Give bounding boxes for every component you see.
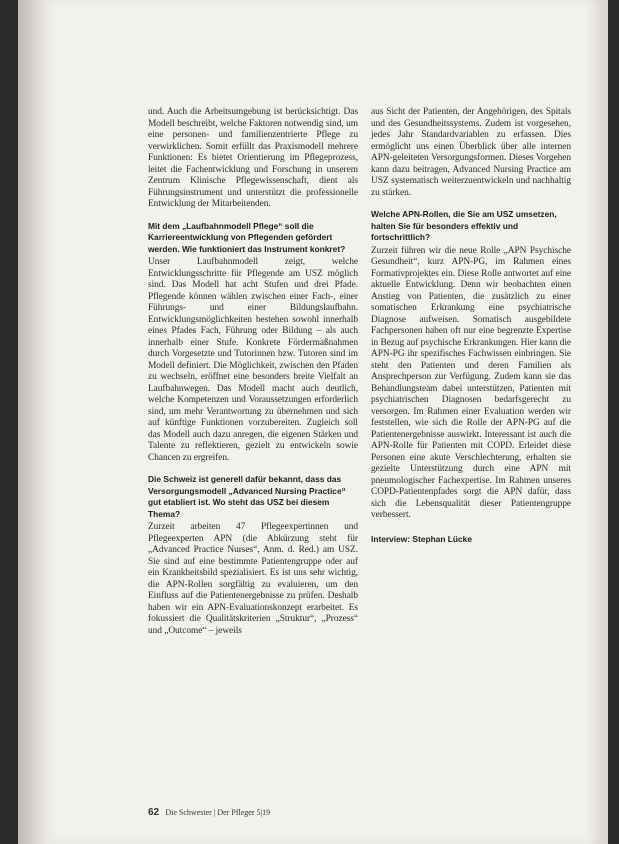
interview-credit: Interview: Stephan Lücke <box>371 533 472 544</box>
paragraph: und. Auch die Arbeitsumgebung ist berücksichtigt. Das Modell beschreibt, welche Faktoren notwendig sind, um eine personen- und familienzentrierte Pflege zu verwirklichen. Somit erfüllt das Praxismodell mehrere Funktionen: Es bietet Orientierung im Pflegeprozess, leitet die Fachentwicklung und Forschung in unserem Zentrum Klinische Pflegewissenschaft, dient als Führungsinstrument und unterstützt die professionelle Entwicklung der Mitarbeitenden. <box>148 107 358 209</box>
page-number: 62 <box>148 807 160 818</box>
page-footer <box>148 807 270 818</box>
interview-question: Die Schweiz ist generell dafür bekannt, dass das Versorgungsmodell „Advanced Nursing Practice“ gut etabliert ist. Wo steht das USZ bei diesem Thema? <box>148 474 346 519</box>
paragraph: aus Sicht der Patienten, der Angehörigen, des Spitals und des Gesundheitssystems. Zudem ist vorgesehen, jedes Jahr Standardvariablen zu erfassen. Dies ermöglicht uns einen Überblick über alle internen APN-geleiteten Versorgungsformen. Dieses Vorgehen kann dazu beitragen, Advanced Nursing Practice am USZ systematisch weiterzuentwickeln und nachhaltig zu stärken. <box>371 107 571 198</box>
paragraph: Zurzeit arbeiten 47 Pflegeexpertinnen und Pflegeexperten APN (die Abkürzung steht für „Advanced Practice Nurses“, Anm. d. Red.) am USZ. Sie sind auf eine bestimmte Patientengruppe oder auf ein Krankheitsbild spezialisiert. Es ist uns sehr wichtig, die APN-Rollen sorgfältig zu evaluieren, um den Einfluss auf die Patientenergebnisse zu prüfen. Deshalb haben wir ein APN-Evaluationskonzept erarbeitet. Es fokussiert die Qualitätskriterien „Struktur“, „Prozess“ und „Outcome“ – jeweils <box>148 522 358 636</box>
page-edge-shadow <box>586 0 608 844</box>
interview-question: Mit dem „Laufbahnmodell Pflege“ soll die Karriereentwicklung von Pflegenden gefördert werden. Wie funktioniert das Instrument konkret? <box>148 220 346 254</box>
page-binding-shadow <box>18 0 58 844</box>
magazine-issue: Die Schwester | Der Pfleger 5|19 <box>165 808 271 817</box>
right-column <box>371 107 571 544</box>
magazine-page <box>18 0 608 844</box>
left-column <box>148 107 358 641</box>
paragraph: Zurzeit führen wir die neue Rolle „APN Psychische Gesundheit“, kurz APN-PG, im Rahmen eines Formativprojektes ein. Diese Rolle antwortet auf eine aktuelle Entwicklung. Denn wir beobachten einen Anstieg von Patienten, die zusätzlich zu einer somatischen Erkrankung eine psychiatrische Diagnose aufweisen. Somatisch ausgebildete Fachpersonen haben oft nur eine begrenzte Expertise in Bezug auf psychische Erkrankungen. Hier kann die APN-PG ihr spezifisches Fachwissen einbringen. Sie steht den Patienten und deren Familien als Ansprechperson zur Verfügung. Zudem kann sie das Behandlungsteam dabei unterstützen, Patienten mit psychiatrischen Diagnosen bedarfsgerecht zu versorgen. Im Rahmen einer Evaluation werden wir feststellen, wie sich die Rolle der APN-PG auf die Patientenergebnisse auswirkt. Interessant ist auch die APN-Rolle für Patienten mit COPD. Erleidet diese Personen eine akute Verschlechterung, erhalten sie gezielte Unterstützung durch eine APN mit pneumologischer Fachexpertise. Im Rahmen unseres COPD-Patientenpfades sorgt die APN dafür, dass sich die Lebensqualität dieser Patientengruppe verbessert. <box>371 245 571 520</box>
interview-question: Welche APN-Rollen, die Sie am USZ umsetzen, halten Sie für besonders effektiv und fortschrittlich? <box>371 209 557 242</box>
paragraph: Unser Laufbahnmodell zeigt, welche Entwicklungsschritte für Pflegende am USZ möglich sind. Das Modell hat acht Stufen und drei Pfade. Pflegende können wählen zwischen einer Fach-, einer Führungs- und einer Bildungslaufbahn. Entwicklungsmöglichkeiten bestehen sowohl innerhalb eines Pfades Fach, Führung oder Bildung – als auch innerhalb einer Stufe. Konkrete Fördermaßnahmen durch Vorgesetzte und Tutorinnen bzw. Tutoren sind im Modell definiert. Die Möglichkeit, zwischen den Pfaden zu wechseln, eröffnet eine besonders breite Vielfalt an Laufbahnwegen. Das Modell macht auch deutlich, welche Kompetenzen und Voraussetzungen erforderlich sind, um mehr Verantwortung zu übernehmen und sich auf künftige Funktionen vorzubereiten. Zugleich soll das Modell auch dazu anregen, die eigenen Stärken und Talente zu reflektieren, gezielt zu entwickeln sowie Chancen zu ergreifen. <box>148 257 358 463</box>
